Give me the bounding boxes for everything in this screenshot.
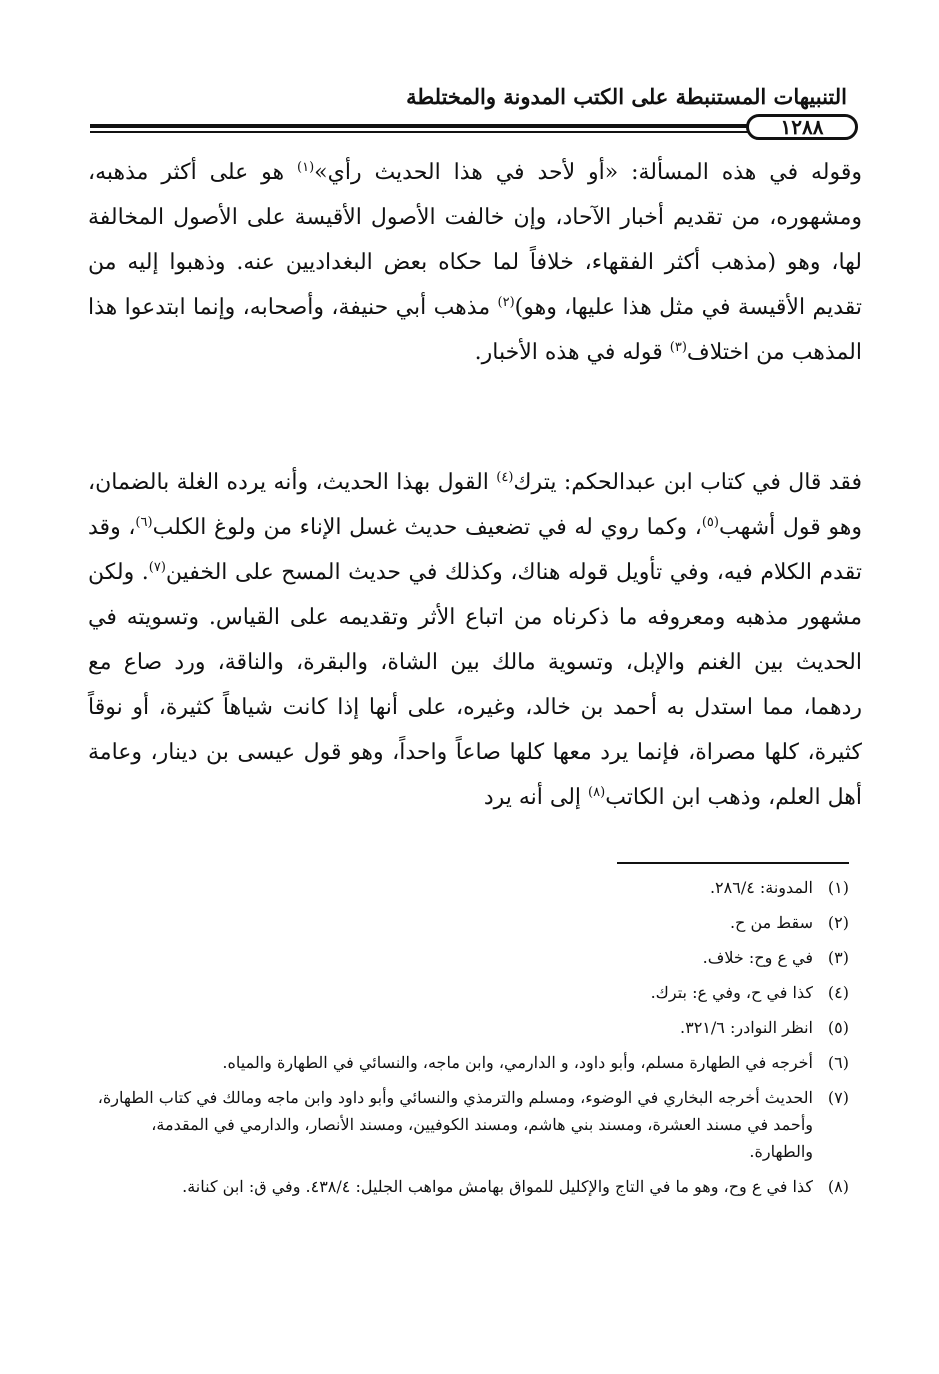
footnote-text: كذا في ع وح، وهو ما في التاج والإكليل للمواق بهامش مواهب الجليل: ٤٣٨/٤. وفي ق: ابن كنانة. (182, 1177, 813, 1196)
footnote-6 (85, 1049, 849, 1076)
footnote-text: في ع وح: خلاف. (702, 948, 813, 967)
footnote-number: (١) (827, 878, 849, 897)
footnote-text: انظر النوادر: ٣٢١/٦. (680, 1018, 813, 1037)
footnote-number: (٦) (827, 1053, 849, 1072)
footnote-separator (617, 862, 849, 864)
text-run: مذهب أبي حنيفة، وأصحابه، وإنما ابتدعوا هذا المذهب من اختلاف (88, 295, 862, 365)
running-title: التنبيهات المستنبطة على الكتب المدونة والمختلطة (406, 84, 847, 109)
footnote-ref-4: (٤) (496, 470, 514, 485)
footnote-text: أخرجه في الطهارة مسلم، وأبو داود، و الدارمي، وابن ماجه، والنسائي في الطهارة والمياه. (222, 1053, 813, 1072)
footnotes (85, 874, 849, 1208)
footnote-text: المدونة: ٢٨٦/٤. (709, 878, 813, 897)
footnote-ref-8: (٨) (588, 785, 606, 800)
text-run: إلى أنه يرد (483, 785, 589, 810)
footnote-1 (85, 874, 849, 901)
header-rule-thick (90, 124, 850, 128)
footnote-ref-1: (١) (297, 160, 315, 175)
footnote-ref-7: (٧) (148, 560, 166, 575)
footnote-4 (85, 979, 849, 1006)
text-run: وقوله في هذه المسألة: «أو لأحد في هذا الحديث رأي» (314, 160, 862, 185)
footnote-5 (85, 1014, 849, 1041)
footnote-text: الحديث أخرجه البخاري في الوضوء، ومسلم والترمذي والنسائي وأبو داود وابن ماجه ومالك في كتاب الطهارة، وأحمد في مسند العشرة، ومسند بني هاشم، ومسند الكوفيين، ومسند الأنصار، والدارمي في المقدمة، والطهارة. (97, 1088, 813, 1161)
footnote-ref-3: (٣) (669, 340, 687, 355)
footnote-ref-2: (٢) (497, 295, 515, 310)
footnote-text: كذا في ح، وفي ع: بترك. (650, 983, 813, 1002)
footnote-number: (٧) (827, 1088, 849, 1107)
footnote-2 (85, 909, 849, 936)
footnote-number: (٢) (827, 913, 849, 932)
footnote-8 (85, 1173, 849, 1200)
paragraph-1 (88, 150, 862, 375)
paragraph-2 (88, 460, 862, 820)
text-run: ، وقد تقدم الكلام فيه، وفي تأويل قوله هناك، وكذلك في حديث المسح على الخفين (88, 515, 862, 585)
footnote-number: (٨) (827, 1177, 849, 1196)
footnote-7 (85, 1084, 849, 1165)
header-rule-thin (90, 131, 850, 133)
footnote-number: (٤) (827, 983, 849, 1002)
footnote-text: سقط من ح. (729, 913, 813, 932)
footnote-ref-5: (٥) (701, 515, 719, 530)
footnote-number: (٣) (827, 948, 849, 967)
text-run: ، وكما روي له في تضعيف حديث غسل الإناء من ولوغ الكلب (152, 515, 702, 540)
text-run: هو على أكثر مذهبه، ومشهوره، من تقديم أخبار الآحاد، وإن خالفت الأصول الأقيسة على الأصول المخالفة لها، وهو (مذهب أكثر الفقهاء، خلافاً لما حكاه بعض البغداديين عنه. وذهبوا إليه من تقديم الأقيسة في مثل هذا عليها، وهو) (88, 160, 863, 320)
header-rule (90, 116, 850, 140)
page-number: ١٢٨٨ (746, 114, 858, 140)
text-run: القول بهذا الحديث، وأنه يرده الغلة بالضمان، وهو قول أشهب (88, 470, 862, 540)
text-run: فقد قال في كتاب ابن عبدالحكم: يترك (513, 470, 863, 495)
text-run: قوله في هذه الأخبار. (474, 340, 670, 365)
footnote-number: (٥) (827, 1018, 849, 1037)
text-run: . ولكن مشهور مذهبه ومعروفه ما ذكرناه من اتباع الأثر وتقديمه على القياس. وتسويته في الحديث بين الغنم والإبل، وتسوية مالك بين الشاة، والبقرة، والناقة، ورد صاع مع ردهما، مما استدل به أحمد بن خالد، وغيره، على أنها إذا كانت شياهاً كثيرة، أو نوقاً كثيرة، كلها مصراة، فإنما يرد معها كلها صاعاً واحداً، وهو قول عيسى بن دينار، وعامة أهل العلم، وذهب ابن الكاتب (88, 560, 862, 810)
footnote-3 (85, 944, 849, 971)
footnote-ref-6: (٦) (135, 515, 153, 530)
